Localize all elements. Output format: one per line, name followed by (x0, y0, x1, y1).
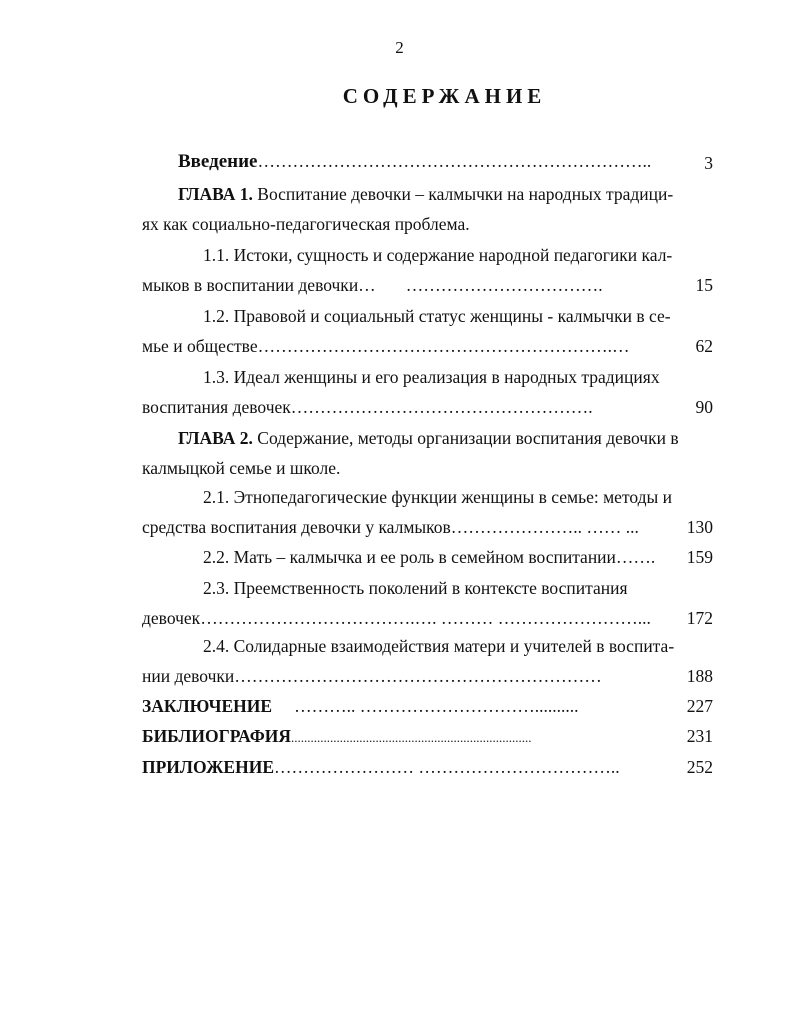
toc-s11-line1[interactable]: 1.1. Истоки, сущность и содержание народной педагогики кал- (203, 245, 673, 265)
toc-s23-page: 172 (686, 608, 713, 628)
toc-ch1-line2: ях как социально-педагогическая проблема. (142, 214, 470, 234)
toc-entry-bibliography[interactable] (142, 725, 531, 749)
toc-entry-chapter-2[interactable] (178, 427, 679, 449)
toc-s12-dots: …………………………………………………….… (257, 336, 630, 356)
toc-s21-line2: средства воспитания девочки у калмыков (142, 517, 451, 537)
toc-s23-line1[interactable]: 2.3. Преемственность поколений в контексте воспитания (203, 578, 628, 598)
toc-ch2-prefix: ГЛАВА 2. (178, 428, 253, 448)
toc-s12-line1[interactable]: 1.2. Правовой и социальный статус женщины - калмычки в се- (203, 306, 671, 326)
toc-entry-chapter-1[interactable] (178, 183, 673, 205)
toc-s24-dots: ……………………………………………………… (234, 666, 602, 686)
page-number: 2 (395, 38, 404, 57)
toc-entry-appendix[interactable] (142, 756, 620, 778)
toc-bibliography-label: БИБЛИОГРАФИЯ (142, 726, 291, 746)
toc-s24-page: 188 (686, 666, 713, 686)
toc-s23-line2: девочек (142, 608, 201, 628)
toc-appendix-dots: …………………… …………………………….. (274, 757, 620, 777)
toc-s24-line2: нии девочки (142, 666, 235, 686)
toc-conclusion-dots: ……….. ………………………….......... (294, 696, 579, 716)
toc-entry-1-1[interactable] (142, 274, 603, 296)
toc-bibliography-dots: .......................................................................... (290, 730, 532, 745)
toc-bibliography-page: 231 (686, 726, 713, 746)
toc-s13-line2: воспитания девочек (142, 397, 291, 417)
toc-conclusion-label: ЗАКЛЮЧЕНИЕ (142, 696, 273, 716)
toc-s11-page: 15 (695, 275, 713, 295)
toc-appendix-label: ПРИЛОЖЕНИЕ (142, 757, 275, 777)
toc-s22-dots: ……. (615, 547, 656, 567)
toc-entry-conclusion[interactable] (142, 695, 578, 717)
toc-s21-dots: ………………….. …… ... (450, 517, 639, 537)
toc-ch1-line1: Воспитание девочки – калмычки на народных традици- (252, 184, 674, 204)
toc-s12-line2: мье и обществе (142, 336, 258, 356)
toc-s11-dots: ……………………………. (405, 275, 603, 295)
toc-ch1-prefix: ГЛАВА 1. (178, 184, 253, 204)
toc-s21-page: 130 (686, 517, 713, 537)
toc-s24-line1[interactable]: 2.4. Солидарные взаимодействия матери и учителей в воспита- (203, 636, 675, 656)
toc-s11-line2: мыков в воспитании девочки… (142, 275, 376, 295)
toc-s13-page: 90 (695, 397, 713, 417)
toc-entry-1-2[interactable] (142, 335, 630, 357)
toc-entry-2-3[interactable] (142, 607, 651, 629)
toc-entry-2-2[interactable] (203, 546, 655, 568)
toc-ch2-line2: калмыцкой семье и школе. (142, 458, 341, 478)
toc-s13-dots: ……………………………………………. (290, 397, 593, 417)
toc-s21-line1[interactable]: 2.1. Этнопедагогические функции женщины в семье: методы и (203, 487, 673, 507)
toc-s22-page: 159 (686, 547, 713, 567)
toc-s13-line1[interactable]: 1.3. Идеал женщины и его реализация в народных традициях (203, 367, 660, 387)
toc-entry-intro[interactable] (178, 150, 651, 173)
toc-intro-dots: ………………………………………………………….. (257, 151, 652, 171)
toc-entry-2-4[interactable] (142, 665, 602, 687)
page-title: СОДЕРЖАНИЕ (342, 84, 547, 108)
toc-s22-line1: 2.2. Мать – калмычка и ее роль в семейном воспитании (203, 547, 616, 567)
toc-appendix-page: 252 (686, 757, 713, 777)
toc-intro-page: 3 (704, 153, 713, 173)
toc-entry-2-1[interactable] (142, 516, 639, 538)
toc-conclusion-page: 227 (686, 696, 713, 716)
toc-ch2-line1: Содержание, методы организации воспитания девочки в (252, 428, 679, 448)
toc-s23-dots: ……………………………….…. ……… ……………………... (200, 608, 651, 628)
toc-entry-1-3[interactable] (142, 396, 593, 418)
toc-intro-label: Введение (178, 151, 258, 172)
toc-s12-page: 62 (695, 336, 713, 356)
